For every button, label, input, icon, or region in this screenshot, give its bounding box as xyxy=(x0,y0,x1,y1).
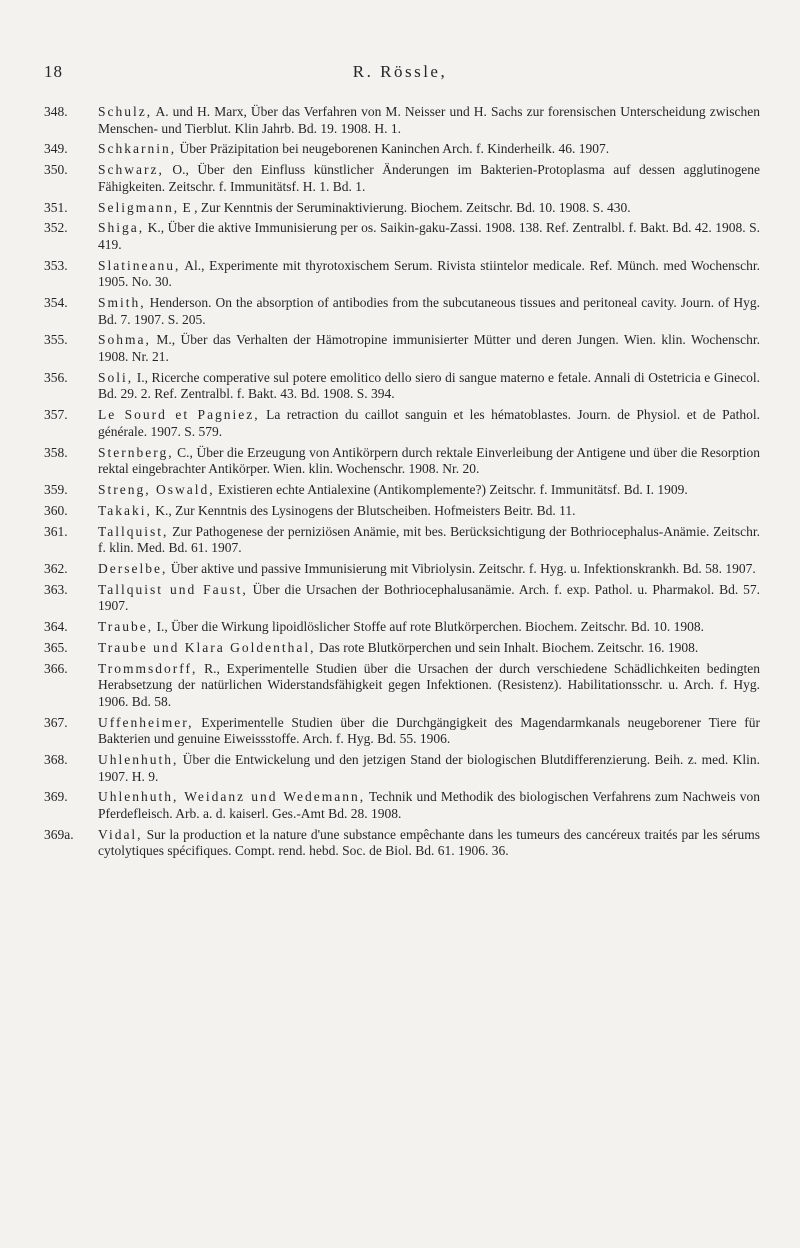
reference-author: Vidal, xyxy=(98,826,143,842)
reference-entry xyxy=(44,524,760,557)
reference-number: 359. xyxy=(44,481,68,497)
reference-text: R., Experimentelle Studien über die Ursachen der durch verschiedene Schädlichkeiten bedingten Herabsetzung der natürlichen Widerstandsfähigkeit gegen Infektionen. (Resistenz). Habilitationsschr. u. Arch. f. Hyg. 1906. Bd. 58. xyxy=(98,660,760,709)
reference-number: 348. xyxy=(44,104,68,119)
reference-author: Derselbe, xyxy=(98,560,168,576)
reference-number: 353. xyxy=(44,257,68,273)
reference-number: 349. xyxy=(44,141,68,157)
reference-text: Henderson. On the absorption of antibodies from the subcutaneous tissues and peritoneal cavity. Journ. of Hyg. Bd. 7. 1907. S. 205. xyxy=(98,295,760,327)
reference-entry xyxy=(44,407,760,440)
reference-entry xyxy=(44,503,760,520)
reference-text: Über Präzipitation bei neugeborenen Kaninchen Arch. f. Kinderheilk. 46. 1907. xyxy=(176,141,610,157)
reference-author: Uffenheimer, xyxy=(98,714,194,730)
running-title xyxy=(0,62,800,82)
reference-author: Traube, xyxy=(98,619,154,635)
reference-author: Slatineanu, xyxy=(98,257,181,273)
reference-entry xyxy=(44,200,760,217)
reference-entry xyxy=(44,661,760,711)
reference-author: Uhlenhuth, Weidanz und Wedemann, xyxy=(98,789,366,805)
reference-text: Technik und Methodik des biologischen Verfahrens zum Nachweis von Pferdefleisch. Arb. a. d. kaiserl. Ges.-Amt Bd. 28. 1908. xyxy=(98,789,760,821)
reference-text: K., Zur Kenntnis des Lysinogens der Blutscheiben. Hofmeisters Beitr. Bd. 11. xyxy=(151,502,576,518)
reference-entry xyxy=(44,162,760,195)
reference-author: Schkarnin, xyxy=(98,141,177,157)
reference-number: 364. xyxy=(44,619,68,635)
reference-author: Takaki, xyxy=(98,502,152,518)
reference-text: Existieren echte Antialexine (Antikomplemente?) Zeitschr. f. Immunitätsf. Bd. I. 1909. xyxy=(214,481,688,497)
reference-author: Shiga, xyxy=(98,220,145,236)
reference-text: E , Zur Kenntnis der Seruminaktivierung. Biochem. Zeitschr. Bd. 10. 1908. S. 430. xyxy=(179,199,631,215)
reference-number: 352. xyxy=(44,220,68,236)
reference-number: 366. xyxy=(44,660,68,676)
reference-number: 350. xyxy=(44,162,68,178)
reference-author: Tallquist und Faust, xyxy=(98,581,248,597)
reference-number: 358. xyxy=(44,444,68,460)
reference-text: Das rote Blutkörperchen und sein Inhalt. Biochem. Zeitschr. 16. 1908. xyxy=(315,639,699,655)
reference-text: I., Ricerche comperative sul potere emolitico dello siero di sangue materno e fetale. Annali di Ostetricia e Ginecol. Bd. 29. 2. Ref. Zentralbl. f. Bakt. 43. Bd. 1908. S. 394. xyxy=(98,369,760,402)
reference-number: 369. xyxy=(44,789,68,805)
reference-author: Streng, Oswald, xyxy=(98,481,215,497)
reference-author: Uhlenhuth, xyxy=(98,751,179,767)
page-header xyxy=(0,62,800,86)
reference-entry xyxy=(44,258,760,291)
reference-entry xyxy=(44,827,760,860)
reference-text: Über aktive und passive Immunisierung mit Vibriolysin. Zeitschr. f. Hyg. u. Infektionskrankh. Bd. 58. 1907. xyxy=(167,560,756,576)
reference-text: Sur la production et la nature d'une substance empêchante dans les tumeurs des cancéreux traités par les sérums cytolytiques spécifiques. Compt. rend. hebd. Soc. de Biol. Bd. 61. 1906. 36. xyxy=(98,826,760,859)
reference-author: Schulz, xyxy=(98,104,153,119)
reference-entry xyxy=(44,640,760,657)
reference-author: Smith, xyxy=(98,295,146,311)
reference-entry xyxy=(44,482,760,499)
reference-text: C., Über die Erzeugung von Antikörpern durch rektale Einverleibung der Antigene und über die Resorption rektal eingebrachter Antikörper. Wien. klin. Wochenschr. 1908. Nr. 20. xyxy=(98,444,760,477)
reference-text: M., Über das Verhalten der Hämotropine immunisierter Mütter und deren Jungen. Wien. klin. Wochenschr. 1908. Nr. 21. xyxy=(98,332,760,365)
reference-entry xyxy=(44,619,760,636)
reference-text: Zur Pathogenese der perniziösen Anämie, mit bes. Berücksichtigung der Bothriocephalus-Anämie. Zeitschr. f. klin. Med. Bd. 61. 1907. xyxy=(98,523,760,556)
reference-entry xyxy=(44,370,760,403)
reference-number: 368. xyxy=(44,751,68,767)
reference-text: A. und H. Marx, Über das Verfahren von M. Neisser und H. Sachs zur forensischen Unterscheidung zwischen Menschen- und Tierblut. Klin Jahrb. Bd. 19. 1908. H. 1. xyxy=(98,104,760,136)
reference-entry xyxy=(44,295,760,328)
reference-text: Über die Entwickelung und den jetzigen Stand der biologischen Blutdifferenzierung. Beih. z. med. Klin. 1907. H. 9. xyxy=(98,751,760,784)
reference-number: 355. xyxy=(44,332,68,348)
reference-text: K., Über die aktive Immunisierung per os. Saikin-gaku-Zassi. 1908. 138. Ref. Zentralbl. f. Bakt. Bd. 42. 1908. S. 419. xyxy=(98,220,760,252)
reference-entry xyxy=(44,141,760,158)
reference-number: 369a. xyxy=(44,826,74,842)
reference-text: O., Über den Einfluss künstlicher Änderungen im Bakterien-Protoplasma auf dessen agglutinogene Fähigkeiten. Zeitschr. f. Immunitätsf. H. 1. Bd. 1. xyxy=(98,162,760,194)
reference-number: 360. xyxy=(44,502,68,518)
reference-author: Sohma, xyxy=(98,332,151,348)
reference-number: 361. xyxy=(44,523,68,539)
reference-list xyxy=(44,104,760,864)
reference-author: Trommsdorff, xyxy=(98,660,198,676)
reference-entry xyxy=(44,332,760,365)
reference-number: 362. xyxy=(44,560,68,576)
reference-author: Le Sourd et Pagniez, xyxy=(98,407,260,423)
reference-entry xyxy=(44,104,760,137)
reference-entry xyxy=(44,715,760,748)
reference-text: Über die Ursachen der Bothriocephalusanämie. Arch. f. exp. Pathol. u. Pharmakol. Bd. 57. 1907. xyxy=(98,581,761,614)
running-title-text: R. Rössle, xyxy=(352,62,448,81)
reference-author: Soli, xyxy=(98,369,134,385)
page-number: 18 xyxy=(44,62,63,81)
reference-number: 367. xyxy=(44,714,68,730)
reference-text: I., Über die Wirkung lipoidlöslicher Stoffe auf rote Blutkörperchen. Biochem. Zeitschr. Bd. 10. 1908. xyxy=(153,619,704,635)
reference-entry xyxy=(44,582,760,615)
reference-author: Tallquist, xyxy=(98,523,169,539)
reference-author: Seligmann, xyxy=(98,199,180,215)
reference-author: Sternberg, xyxy=(98,444,174,460)
reference-number: 363. xyxy=(44,581,68,597)
reference-entry xyxy=(44,789,760,822)
reference-text: Al., Experimente mit thyrotoxischem Serum. Rivista stiintelor medicale. Ref. Münch. med Wochenschr. 1905. No. 30. xyxy=(98,257,760,290)
reference-entry xyxy=(44,445,760,478)
reference-number: 356. xyxy=(44,369,68,385)
reference-text: Experimentelle Studien über die Durchgängigkeit des Magendarmkanals neugeborener Tiere für Bakterien und genuine Eiweissstoffe. Arch. f. Hyg. Bd. 55. 1906. xyxy=(98,714,760,747)
reference-entry xyxy=(44,752,760,785)
reference-author: Schwarz, xyxy=(98,162,164,178)
reference-entry xyxy=(44,561,760,578)
reference-number: 354. xyxy=(44,295,68,311)
reference-number: 357. xyxy=(44,407,68,423)
reference-text: La retraction du caillot sanguin et les hématoblastes. Journ. de Physiol. et de Pathol. générale. 1907. S. 579. xyxy=(98,407,760,439)
reference-number: 365. xyxy=(44,639,68,655)
reference-author: Traube und Klara Goldenthal, xyxy=(98,639,316,655)
reference-entry xyxy=(44,220,760,253)
reference-number: 351. xyxy=(44,199,68,215)
